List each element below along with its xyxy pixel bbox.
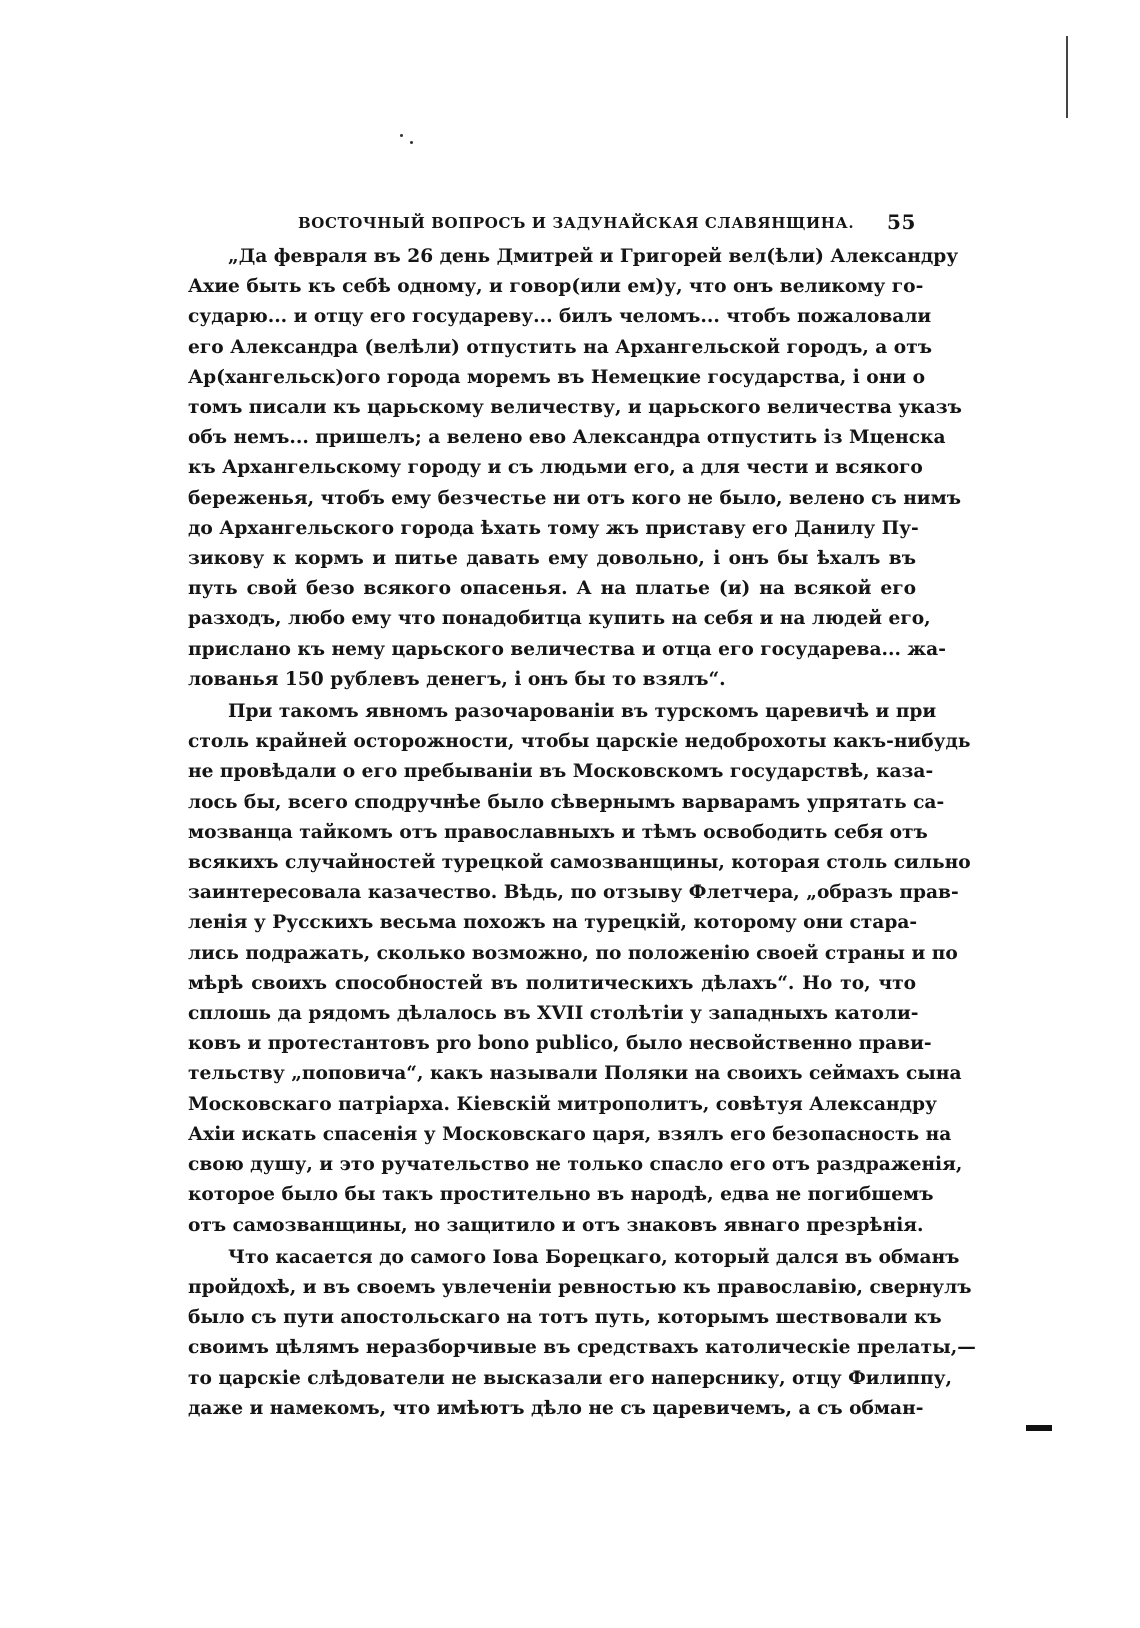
scan-speck — [410, 141, 413, 144]
text-line: прислано къ нему царьского величества и отца его государева... жа- — [188, 638, 946, 660]
text-line: Ахіи искать спасенія у Московскаго царя, взялъ его безопасность на — [188, 1123, 952, 1145]
text-line: разходъ, любо ему что понадобитца купить на себя и на людей его, — [188, 608, 931, 630]
text-line: При такомъ явномъ разочарованіи въ турскомъ царевичѣ и при — [228, 701, 937, 723]
paragraph-quote — [188, 242, 962, 695]
text-line: было съ пути апостольскаго на тотъ путь, которымъ шествовали къ — [188, 1307, 942, 1329]
text-line: путь свой безо всякого опасенья. А на платье (и) на всякой его — [188, 578, 916, 600]
paragraph-body — [188, 1243, 976, 1424]
text-line: лованья 150 рублевъ денегъ, і онъ бы то взялъ“. — [188, 668, 726, 690]
running-head — [188, 208, 916, 242]
text-line: своимъ цѣлямъ неразборчивые въ средствахъ католическіе прелаты,— — [188, 1337, 976, 1359]
text-line: заинтересовала казачество. Вѣдь, по отзыву Флетчера, „образъ прав- — [188, 882, 959, 904]
text-line: свою душу, и это ручательство не только спасло его отъ раздраженія, — [188, 1154, 963, 1176]
text-line: Московскаго патріарха. Кіевскій митрополитъ, совѣтуя Александру — [188, 1093, 937, 1115]
text-line: лось бы, всего сподручнѣе было сѣвернымъ варварамъ упрятать са- — [188, 791, 945, 813]
text-line: сударю... и отцу его государеву... билъ челомъ... чтобъ пожаловали — [188, 306, 932, 328]
text-line: всякихъ случайностей турецкой самозванщины, которая столь сильно — [188, 852, 971, 874]
text-line: пройдохѣ, и въ своемъ увлеченіи ревностью къ православію, свернулъ — [188, 1276, 972, 1298]
scan-speck — [400, 134, 403, 137]
text-line: Ар(хангельск)ого города моремъ въ Немецкие государства, і они о — [188, 366, 925, 388]
text-line: то царскіе слѣдователи не высказали его наперснику, отцу Филиппу, — [188, 1367, 953, 1389]
text-line: лись подражать, сколько возможно, по положенію своей страны и по — [188, 942, 958, 964]
running-head-title: ВОСТОЧНЫЙ ВОПРОСЪ И ЗАДУНАЙСКАЯ СЛАВЯНЩИНА. — [298, 214, 855, 232]
text-line: даже и намекомъ, что имѣютъ дѣло не съ царевичемъ, а съ обман- — [188, 1397, 924, 1419]
text-line: Ахие быть къ себѣ одному, и говор(или ем)у, что онъ великому го- — [188, 276, 924, 298]
page-number: 55 — [886, 210, 916, 234]
text-line: ленія у Русскихъ весьма похожъ на турецкій, которому они стара- — [188, 912, 918, 934]
text-line: Что касается до самого Іова Борецкаго, который дался въ обманъ — [228, 1246, 960, 1268]
text-line: объ немъ... пришелъ; а велено ево Александра отпустить із Мценска — [188, 427, 946, 449]
margin-dash-mark — [1026, 1425, 1052, 1431]
text-line: ковъ и протестантовъ pro bono publico, было несвойственно прави- — [188, 1033, 932, 1055]
text-line: зикову к кормъ и питье давать ему довольно, і онъ бы ѣхалъ въ — [188, 548, 916, 570]
page-body — [188, 208, 976, 1424]
text-line: сплошь да рядомъ дѣлалось въ XVII столѣтіи у западныхъ католи- — [188, 1003, 919, 1025]
text-line: его Александра (велѣли) отпустить на Архангельской городъ, а отъ — [188, 336, 932, 358]
text-line: береженья, чтобъ ему безчестье ни отъ кого не было, велено съ нимъ — [188, 487, 962, 509]
text-line: до Архангельского города ѣхать тому жъ приставу его Данилу Пу- — [188, 517, 919, 539]
paragraph-body — [188, 697, 971, 1241]
text-line: мѣрѣ своихъ способностей въ политическихъ дѣлахъ“. Но то, что — [188, 972, 916, 994]
text-line: столь крайней осторожности, чтобы царскіе недоброхоты какъ-нибудь — [188, 731, 971, 753]
text-line: томъ писали къ царьскому величеству, и царьского величества указъ — [188, 397, 962, 419]
text-line: къ Архангельскому городу и съ людьми его, а для чести и всякого — [188, 457, 923, 479]
text-line: которое было бы такъ простительно въ народѣ, едва не погибшемъ — [188, 1184, 934, 1206]
text-line: тельству „поповича“, какъ называли Поляки на своихъ сеймахъ сына — [188, 1063, 962, 1085]
text-line: „Да февраля въ 26 день Дмитрей и Григорей вел(ѣли) Александру — [228, 246, 959, 267]
text-line: не провѣдали о его пребываніи въ Московскомъ государствѣ, каза- — [188, 761, 934, 783]
binding-edge-line — [1066, 36, 1068, 118]
text-line: отъ самозванщины, но защитило и отъ знаковъ явнаго презрѣнія. — [188, 1214, 924, 1236]
text-line: мозванца тайкомъ отъ православныхъ и тѣмъ освободить себя отъ — [188, 821, 928, 843]
